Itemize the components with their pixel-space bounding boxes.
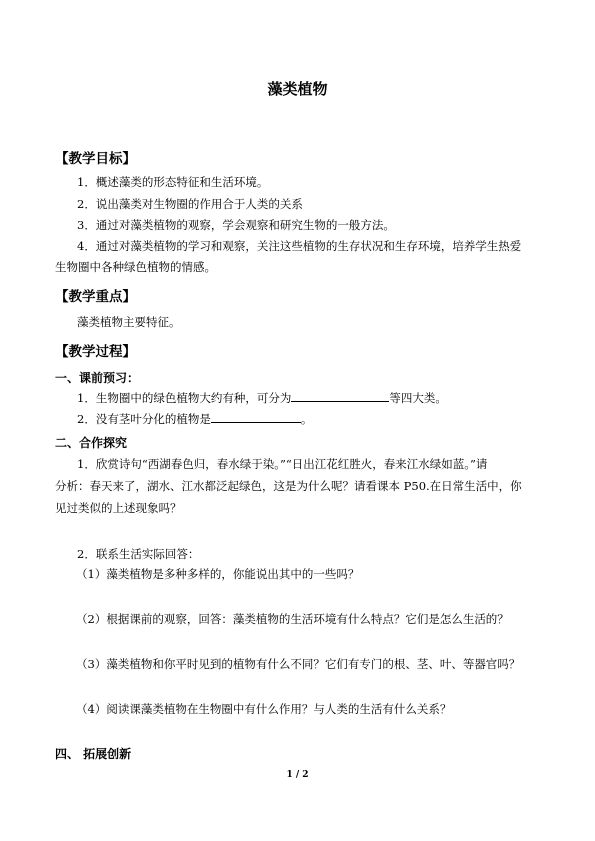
answer-blank[interactable] <box>211 411 301 423</box>
preview-q2-text-a: 2．没有茎叶分化的植物是 <box>77 412 211 426</box>
goal-1: 1．概述藻类的形态特征和生活环境。 <box>77 175 269 189</box>
cooperation-para-1-line-3: 见过类似的上述现象吗？ <box>55 501 182 515</box>
cooperation-heading: 二、合作探究 <box>55 436 128 450</box>
preview-q2-text-b: 。 <box>300 412 313 426</box>
preview-question-2 <box>77 411 312 428</box>
page-title: 藻类植物 <box>267 80 328 98</box>
cooperation-para-1-line-2: 分析：春天来了，湖水、江水都泛起绿色，这是为什么呢？请看课本 P50.在日常生活中，你 <box>55 479 522 493</box>
goal-4-continued: 生物圈中各种绿色植物的情感。 <box>55 260 216 274</box>
cooperation-item-2: （2）根据课前的观察，回答：藻类植物的生活环境有什么特点？它们是怎么生活的？ <box>76 612 509 626</box>
cooperation-item-4: （4）阅读课藻类植物在生物圈中有什么作用？与人类的生活有什么关系？ <box>76 702 452 716</box>
preview-heading: 一、课前预习： <box>55 371 140 385</box>
preview-q1-text-a: 1．生物圈中的绿色植物大约有种，可分为 <box>77 391 292 405</box>
goals-heading: 【教学目标】 <box>55 151 136 167</box>
extension-heading: 四、 拓展创新 <box>55 747 132 761</box>
key-points-text: 藻类植物主要特征。 <box>77 315 181 329</box>
answer-blank[interactable] <box>291 390 389 402</box>
cooperation-para-1-line-1: 1．欣赏诗句“西湖春色归，春水绿于染。”“日出江花红胜火，春来江水绿如蓝。”请 <box>77 457 488 471</box>
key-points-heading: 【教学重点】 <box>55 289 136 305</box>
page-number: 1 / 2 <box>286 770 309 780</box>
preview-q1-text-b: 等四大类。 <box>389 391 447 405</box>
process-heading: 【教学过程】 <box>55 344 136 360</box>
goal-4: 4．通过对藻类植物的学习和观察，关注这些植物的生存状况和生存环境，培养学生热爱 <box>77 239 522 253</box>
cooperation-para-2: 2．联系生活实际回答： <box>77 547 200 561</box>
goal-2: 2．说出藻类对生物圈的作用合于人类的关系 <box>77 197 303 211</box>
cooperation-item-3: （3）藻类植物和你平时见到的植物有什么不同？它们有专门的根、茎、叶、等器官吗？ <box>76 657 521 671</box>
cooperation-item-1: （1）藻类植物是多种多样的，你能说出其中的一些吗？ <box>76 567 360 581</box>
preview-question-1 <box>77 390 447 407</box>
goal-3: 3．通过对藻类植物的观察，学会观察和研究生物的一般方法。 <box>77 218 395 232</box>
